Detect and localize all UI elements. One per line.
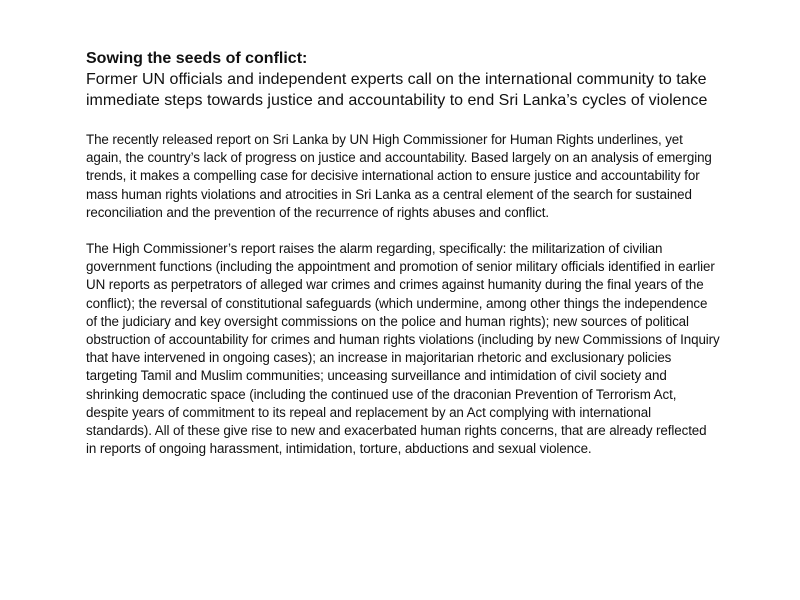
document-title: Sowing the seeds of conflict: [86,50,308,67]
paragraph-2: The High Commissioner’s report raises the alarm regarding, specifically: the militarization of civilian government functions (including the appointment and promotion of senior military officials identified in earlier UN reports as perpetrators of alleged war crimes and crimes against humanity during the final years of the conflict); the reversal of constitutional safeguards (which undermine, among other things the independence of the judiciary and key oversight commissions on the police and human rights); new sources of political obstruction of accountability for crimes and human rights violations (including by new Commissions of Inquiry that have intervened in ongoing cases); an increase in majoritarian rhetoric and exclusionary policies targeting Tamil and Muslim communities; unceasing surveillance and intimidation of civil society and shrinking democratic space (including the continued use of the draconian Prevention of Terrorism Act, despite years of commitment to its repeal and replacement by an Act complying with international standards). All of these give rise to new and exacerbated human rights concerns, that are already reflected in reports of ongoing harassment, intimidation, torture, abductions and sexual violence. [86,241,720,457]
paragraph-1: The recently released report on Sri Lanka by UN High Commissioner for Human Rights underlines, yet again, the country’s lack of progress on justice and accountability. Based largely on an analysis of emerging trends, it makes a compelling case for decisive international action to ensure justice and accountability for mass human rights violations and atrocities in Sri Lanka as a central element of the search for sustained reconciliation and the prevention of the recurrence of rights abuses and conflict. [86,132,712,220]
document-subtitle: Former UN officials and independent experts call on the international community to take immediate steps towards justice and accountability to end Sri Lanka’s cycles of violence [86,71,708,109]
